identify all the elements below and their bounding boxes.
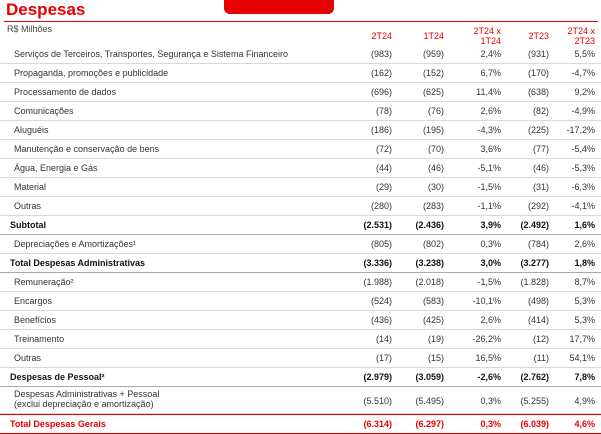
row-value: 2,6% <box>480 106 501 116</box>
row-value: (436) <box>370 315 392 325</box>
row-value: 17,7% <box>569 334 595 344</box>
row-value: 2,6% <box>574 239 595 249</box>
row-value: (625) <box>422 87 444 97</box>
row-label: Total Despesas Gerais <box>10 419 106 429</box>
row-value: (2.492) <box>520 220 549 230</box>
row-label: Outras <box>14 201 42 211</box>
row-value: (2.018) <box>415 277 444 287</box>
row-value: (3.336) <box>363 258 392 268</box>
row-value: -26,2% <box>472 334 501 344</box>
row-value: (583) <box>422 296 444 306</box>
row-value: (70) <box>427 144 444 154</box>
table-row <box>0 121 601 140</box>
row-value: (6.314) <box>363 419 392 429</box>
row-label: Despesas Administrativas + Pessoal (exclui depreciação e amortização) <box>14 389 160 409</box>
row-value: 8,7% <box>574 277 595 287</box>
row-label: Remuneração² <box>14 277 74 287</box>
row-label: Serviços de Terceiros, Transportes, Segurança e Sistema Financeiro <box>14 49 288 59</box>
row-value: (3.238) <box>415 258 444 268</box>
row-label: Total Despesas Administrativas <box>10 258 146 268</box>
row-value: (425) <box>422 315 444 325</box>
row-value: -5,1% <box>477 163 501 173</box>
row-value: (292) <box>527 201 549 211</box>
row-value: (2.979) <box>363 372 392 382</box>
table-row <box>0 140 601 159</box>
row-value: -6,3% <box>571 182 595 192</box>
row-value: (225) <box>527 125 549 135</box>
row-value: 3,6% <box>480 144 501 154</box>
table-row <box>0 292 601 311</box>
row-label: Outras <box>14 353 42 363</box>
row-value: -4,3% <box>477 125 501 135</box>
row-value: (283) <box>422 201 444 211</box>
row-value: (152) <box>422 68 444 78</box>
row-label: Processamento de dados <box>14 87 117 97</box>
table-row <box>0 368 601 387</box>
row-value: (44) <box>375 163 392 173</box>
table-row <box>0 273 601 292</box>
row-value: -1,5% <box>477 277 501 287</box>
row-value: 16,5% <box>475 353 501 363</box>
table-row <box>0 235 601 254</box>
row-value: (983) <box>370 49 392 59</box>
row-label: Subtotal <box>10 220 46 230</box>
row-value: (19) <box>427 334 444 344</box>
row-value: (931) <box>527 49 549 59</box>
row-value: (3.059) <box>415 372 444 382</box>
row-value: -17,2% <box>566 125 595 135</box>
row-value: (802) <box>422 239 444 249</box>
row-value: 5,3% <box>574 315 595 325</box>
column-header-2t24-vs-2t23: 2T24 x 2T23 <box>567 26 595 46</box>
row-value: -2,6% <box>477 372 501 382</box>
row-value: (638) <box>527 87 549 97</box>
row-value: 1,6% <box>574 220 595 230</box>
table-row <box>0 254 601 273</box>
table-row <box>0 45 601 64</box>
row-value: (46) <box>427 163 444 173</box>
row-value: (6.297) <box>415 419 444 429</box>
row-value: (77) <box>532 144 549 154</box>
row-value: 6,7% <box>480 68 501 78</box>
row-value: (30) <box>427 182 444 192</box>
row-value: (6.039) <box>520 419 549 429</box>
row-value: (11) <box>533 353 549 363</box>
row-value: -5,4% <box>571 144 595 154</box>
row-label: Benefícios <box>14 315 57 325</box>
row-value: (959) <box>422 49 444 59</box>
row-value: (414) <box>527 315 549 325</box>
row-value: (72) <box>375 144 392 154</box>
row-value: (15) <box>427 353 444 363</box>
table-row <box>0 349 601 368</box>
row-value: 0,3% <box>480 396 501 406</box>
row-label: Aluguéis <box>14 125 49 135</box>
row-label: Comunicações <box>14 106 74 116</box>
header-red-tab <box>224 0 334 14</box>
row-value: (2.762) <box>520 372 549 382</box>
row-value: (1.828) <box>520 277 549 287</box>
row-value: (280) <box>370 201 392 211</box>
row-value: (78) <box>375 106 392 116</box>
row-value: -1,5% <box>477 182 501 192</box>
table-row <box>0 216 601 235</box>
table-row <box>0 387 601 414</box>
row-value: -4,9% <box>571 106 595 116</box>
row-value: 5,3% <box>574 296 595 306</box>
row-label: Depreciações e Amortizações¹ <box>14 239 137 249</box>
column-header-1t24: 1T24 <box>423 31 444 41</box>
row-value: 0,3% <box>480 239 501 249</box>
row-value: (195) <box>422 125 444 135</box>
column-header-2t24-vs-1t24: 2T24 x 1T24 <box>473 26 501 46</box>
row-value: -4,1% <box>571 201 595 211</box>
row-value: (29) <box>375 182 392 192</box>
row-value: -10,1% <box>472 296 501 306</box>
row-value: (2.436) <box>415 220 444 230</box>
row-value: (5.495) <box>415 396 444 406</box>
table-row <box>0 330 601 349</box>
row-value: (186) <box>370 125 392 135</box>
row-value: (82) <box>532 106 549 116</box>
row-value: 9,2% <box>574 87 595 97</box>
row-value: 3,9% <box>480 220 501 230</box>
row-value: 11,4% <box>476 87 501 97</box>
row-label: Material <box>14 182 47 192</box>
row-value: 4,9% <box>574 396 595 406</box>
row-label: Manutenção e conservação de bens <box>14 144 160 154</box>
column-header-2t23: 2T23 <box>528 31 549 41</box>
row-value: 4,6% <box>574 419 595 429</box>
row-value: (170) <box>527 68 549 78</box>
row-value: -4,7% <box>571 68 595 78</box>
unit-label: R$ Milhões <box>7 24 53 34</box>
table-row <box>0 83 601 102</box>
table-row <box>0 178 601 197</box>
row-value: (17) <box>375 353 392 363</box>
row-value: (784) <box>527 239 549 249</box>
row-value: (5.510) <box>363 396 392 406</box>
row-value: 7,8% <box>574 372 595 382</box>
row-value: 2,6% <box>480 315 501 325</box>
table-row <box>0 311 601 330</box>
row-value: 1,8% <box>574 258 595 268</box>
row-value: (3.277) <box>520 258 549 268</box>
table-row <box>0 102 601 121</box>
row-label: Treinamento <box>14 334 65 344</box>
row-value: (805) <box>370 239 392 249</box>
row-value: 5,5% <box>574 49 595 59</box>
row-value: -1,1% <box>477 201 501 211</box>
row-label: Água, Energia e Gás <box>14 163 98 173</box>
row-value: (14) <box>375 334 392 344</box>
row-value: (162) <box>370 68 392 78</box>
row-value: (5.255) <box>520 396 549 406</box>
page-title: Despesas <box>6 0 86 19</box>
table-row <box>0 64 601 83</box>
header-rule <box>4 21 598 22</box>
row-value: 3,0% <box>480 258 501 268</box>
row-value: (498) <box>527 296 549 306</box>
row-value: (46) <box>532 163 549 173</box>
row-value: -5,3% <box>571 163 595 173</box>
row-value: (524) <box>370 296 392 306</box>
table-row <box>0 414 601 434</box>
row-label: Despesas de Pessoal² <box>10 372 105 382</box>
row-label: Encargos <box>14 296 53 306</box>
row-value: (31) <box>532 182 549 192</box>
row-value: (696) <box>370 87 392 97</box>
expenses-table <box>0 45 601 434</box>
table-row <box>0 159 601 178</box>
column-header-2t24: 2T24 <box>371 31 392 41</box>
row-label: Propaganda, promoções e publicidade <box>14 68 169 78</box>
row-value: (12) <box>532 334 549 344</box>
row-value: 2,4% <box>480 49 501 59</box>
table-row <box>0 197 601 216</box>
row-value: 54,1% <box>569 353 595 363</box>
row-value: (2.531) <box>363 220 392 230</box>
row-value: (76) <box>427 106 444 116</box>
row-value: 0,3% <box>480 419 501 429</box>
row-value: (1.988) <box>363 277 392 287</box>
